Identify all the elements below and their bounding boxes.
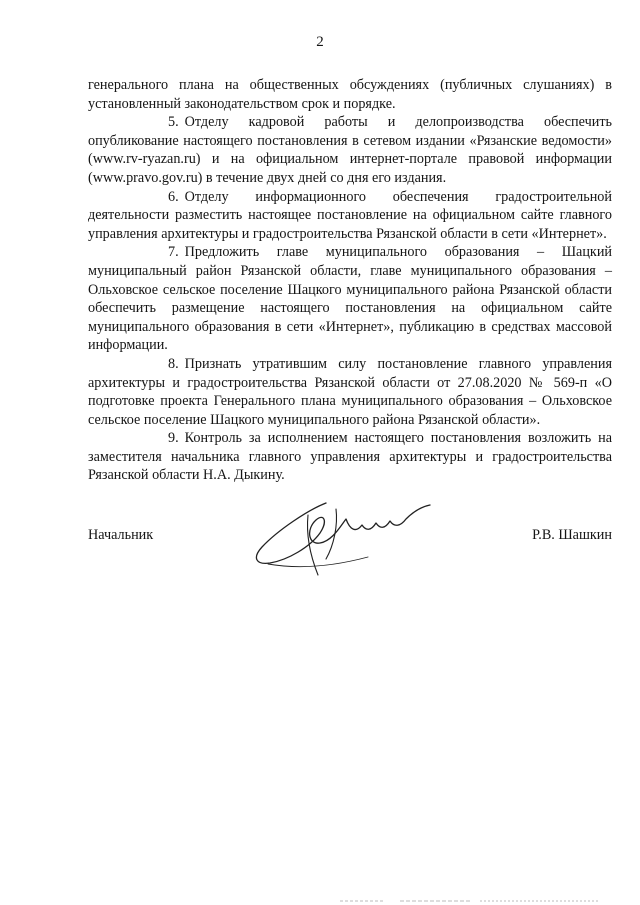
- paragraph-number: 9.: [168, 430, 179, 447]
- paragraph-9: [88, 429, 612, 485]
- paragraph-number: 6.: [168, 188, 179, 205]
- paragraph-text: Отделу кадровой работы и делопроизводства обеспечить опубликование настоящего постановления в сетевом издании «Рязанские ведомости» (www.rv-ryazan.ru) и на официальном интернет-портале правовой информации (www.pravo.gov.ru) в течение двух дней со дня его издания.: [88, 114, 612, 186]
- handwritten-signature: [248, 485, 438, 580]
- scan-artifact-marks: [0, 895, 640, 905]
- paragraph-5: [88, 113, 612, 187]
- paragraph-text: Отделу информационного обеспечения градостроительной деятельности разместить настоящее постановление на официальном сайте главного управления архитектуры и градостроительства Рязанской области в сети «Интернет».: [88, 188, 612, 242]
- paragraph-8: [88, 355, 612, 429]
- paragraph-text: Признать утратившим силу постановление главного управления архитектуры и градостроительства Рязанской области от 27.08.2020 № 569-п «О подготовке проекта Генерального плана муниципального образования – Ольховское сельское поселение Шацкого муниципального района Рязанской области».: [88, 355, 612, 428]
- paragraph-6: [88, 188, 612, 244]
- paragraph-text: генерального плана на общественных обсуждениях (публичных слушаниях) в установленный законодательством срок и порядке.: [88, 77, 612, 112]
- paragraph-text: Предложить главе муниципального образования – Шацкий муниципальный район Рязанской области, главе муниципального образования – Ольховское сельское поселение Шацкого муниципального района Рязанской области обеспечить размещение настоящего постановления на официальном сайте муниципального образования в сети «Интернет», публикацию в средствах массовой информации.: [88, 244, 612, 354]
- paragraph-number: 7.: [168, 244, 179, 261]
- paragraph-number: 5.: [168, 114, 179, 131]
- signer-position: Начальник: [88, 527, 154, 543]
- paragraph-7: [88, 243, 612, 355]
- page-number: 2: [316, 34, 324, 50]
- signer-name: Р.В. Шашкин: [532, 527, 612, 543]
- paragraph-continuation: [88, 76, 612, 113]
- paragraph-text: Контроль за исполнением настоящего постановления возложить на заместителя начальника главного управления архитектуры и градостроительства Рязанской области Н.А. Дыкину.: [88, 430, 612, 484]
- paragraph-number: 8.: [168, 355, 179, 372]
- document-body: [88, 76, 612, 485]
